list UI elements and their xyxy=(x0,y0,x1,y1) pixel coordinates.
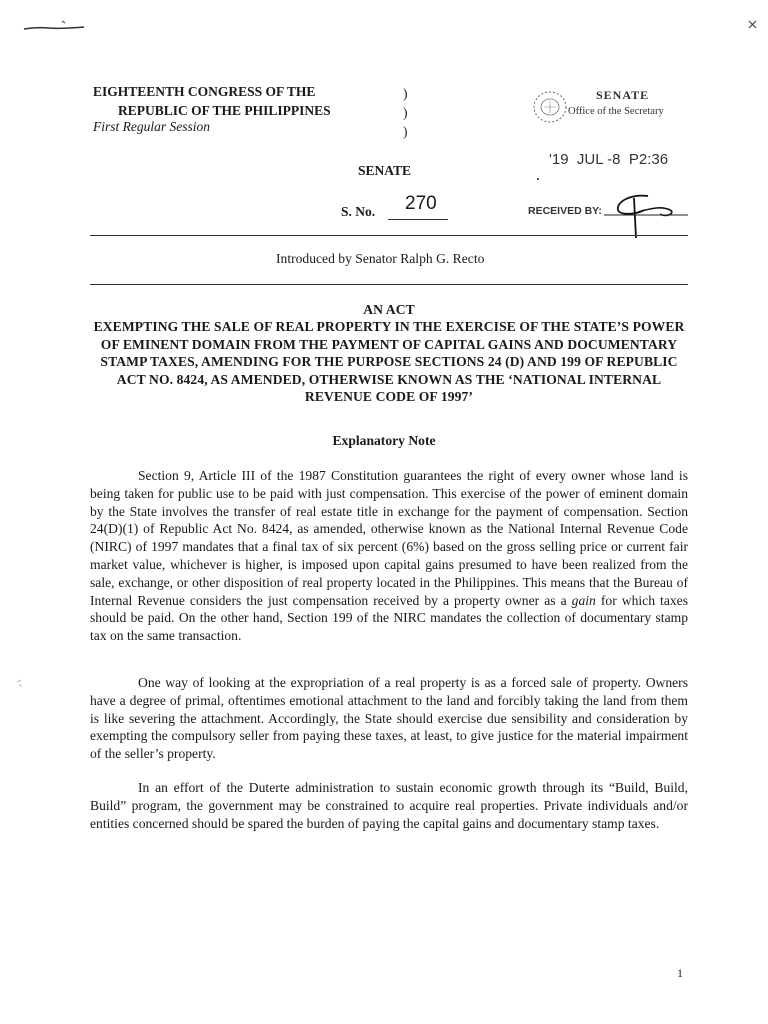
act-title: EXEMPTING THE SALE OF REAL PROPERTY IN THE EXERCISE OF THE STATE’S POWER OF EMINENT DOMAIN FROM THE PAYMENT OF CAPITAL GAINS AND DOCUMENTARY STAMP TAXES, AMENDING FOR THE PURPOSE SECTIONS 24 (D) AND 199 OF REPUBLIC ACT NO. 8424, AS AMENDED, OTHERWISE KNOWN AS THE ‘NATIONAL INTERNAL REVENUE CODE OF 1997’ xyxy=(93,319,685,405)
stamp-received-label: RECEIVED BY: xyxy=(528,205,602,217)
stamp-date-time: '19 JUL -8 P2:36 xyxy=(549,151,669,168)
scan-squiggle xyxy=(22,18,86,32)
congress-line-2: REPUBLIC OF THE PHILIPPINES xyxy=(118,103,331,118)
explanatory-note-heading: Explanatory Note xyxy=(332,433,436,448)
scan-dot xyxy=(537,178,539,180)
scan-artifact-top-right xyxy=(746,18,760,32)
seal-icon xyxy=(530,87,572,127)
act-label: AN ACT xyxy=(363,302,415,317)
senate-bill-number-label: S. No. xyxy=(341,204,376,219)
paragraph-2 xyxy=(90,674,688,763)
paragraph-1-emphasis: gain xyxy=(571,592,596,608)
header-divider-bottom xyxy=(90,284,688,285)
cross-mark-icon xyxy=(746,18,760,32)
stamp-senate-text: SENATE xyxy=(596,88,650,102)
congress-line-1: EIGHTEENTH CONGRESS OF THE xyxy=(93,84,316,99)
scan-artifact-margin xyxy=(14,676,28,690)
senate-bill-number-value: 270 xyxy=(405,193,437,214)
stamp-office-text: Office of the Secretary xyxy=(568,106,664,117)
header-divider-top xyxy=(90,235,688,236)
paren-3: ) xyxy=(403,124,408,139)
paragraph-3-text: In an effort of the Duterte administration to sustain economic growth through its “Build, Build, Build” program, the government may be constrained to acquire real properties. Private individuals and/or entities concerned should be spared the burden of paying the capital gains and documentary stamp taxes. xyxy=(90,780,688,831)
paragraph-1 xyxy=(90,467,688,645)
page-number: 1 xyxy=(677,966,683,980)
paragraph-1-text-a: Section 9, Article III of the 1987 Constitution guarantees the right of every owner whose land is being taken for public use to be paid with just compensation. This exercise of the power of eminent domain by the State involves the transfer of real estate title in exchange for the payment of compensation. Section 24(D)(1) of Republic Act No. 8424, as amended, otherwise known as the National Internal Revenue Code (NIRC) of 1997 mandates that a final tax of six percent (6%) based on the gross selling price or current fair market value, whichever is higher, is imposed upon capital gains presumed to have been realized from the sale, exchange, or other disposition of real property located in the Philippines. This means that the Bureau of Internal Revenue considers the just compensation received by a property owner as a xyxy=(90,468,688,608)
scan-smudge-icon xyxy=(14,676,28,690)
session-label: First Regular Session xyxy=(93,119,210,134)
scan-artifact-top-left xyxy=(22,18,86,32)
paren-2: ) xyxy=(403,105,408,120)
bill-number-underline xyxy=(388,219,448,220)
senate-seal-stamp xyxy=(530,87,572,127)
paren-1: ) xyxy=(403,86,408,101)
paragraph-1-text-b: for which taxes should be paid. On the other hand, Section 199 of the NIRC mandates the collection of documentary stamp tax on the same transaction. xyxy=(90,592,688,644)
senate-label: SENATE xyxy=(358,163,412,178)
paragraph-2-text: One way of looking at the expropriation of a real property is as a forced sale of property. Owners have a degree of primal, oftentimes emotional attachment to the land and forcibly taking the land from them is like severing the attachment. Accordingly, the State should exercise due sensibility and consideration by exempting the compulsory seller from paying these taxes, at least, to give justice for the material impairment of the seller’s property. xyxy=(90,675,688,762)
introduced-by: Introduced by Senator Ralph G. Recto xyxy=(276,251,485,266)
paragraph-3 xyxy=(90,779,688,832)
